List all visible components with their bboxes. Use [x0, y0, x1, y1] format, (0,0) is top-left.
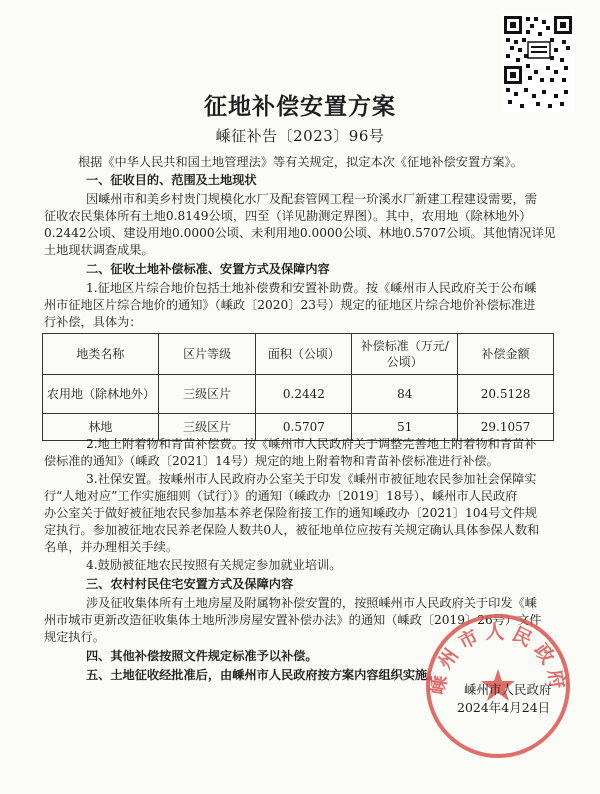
section-1-line: 土地现状调查成果。 — [44, 243, 154, 257]
intro-paragraph: 根据《中华人民共和国土地管理法》等有关规定，拟定本次《征地补偿安置方案》。 — [78, 155, 523, 169]
seal-text: 嵊州市人民政府 — [426, 621, 570, 697]
table-cell: 0.2442 — [256, 375, 352, 414]
table-cell: 20.5128 — [458, 375, 554, 414]
section-3-line: 涉及征收集体所有土地房屋及附属物补偿安置的，按照嵊州市人民政府关于印发《嵊 — [86, 596, 537, 610]
table-cell: 51 — [352, 414, 458, 441]
section-1-line: 0.2442公顷、建设用地0.0000公顷、未利用地0.0000公顷、林地0.5707公顷。其他情况详见 — [44, 226, 556, 240]
table-header-row — [43, 334, 554, 375]
section-2-item-1-line: 1.征地区片综合地价包括土地补偿费和安置补助费。按《嵊州市人民政府关于公布嵊 — [86, 281, 537, 295]
table-cell: 0.5707 — [256, 414, 352, 441]
section-2-item-3-line: 名单，并办理相关手续。 — [44, 540, 179, 554]
document-number: 嵊征补告〔2023〕96号 — [215, 127, 385, 145]
section-3-heading: 三、农村村民住宅安置方式及保障内容 — [86, 577, 294, 591]
table-cell: 三级区片 — [158, 414, 256, 441]
section-1-line: 因嵊州市和美乡村贵门规模化水厂及配套管网工程一玠溪水厂新建工程建设需要，需 — [86, 192, 537, 206]
signing-organization: 嵊州市人民政府 — [464, 682, 552, 697]
section-2-item-1-line: 州市征地区片综合地价的通知》（嵊政〔2020〕23号）规定的征地区片综合地价补偿标准进 — [44, 298, 536, 312]
section-2-heading: 二、征收土地补偿标准、安置方式及保障内容 — [86, 262, 330, 276]
section-2-item-3-line: 3.社保安置。按嵊州市人民政府办公室关于印发《嵊州市被征地农民参加社会保障实 — [86, 472, 537, 486]
section-2-item-3-line: 定执行。参加被征地农民养老保险人数共0人，被征地单位应按有关规定确认具体参保人数和 — [44, 523, 540, 537]
table-cell: 29.1057 — [458, 414, 554, 441]
section-4: 四、其他补偿按照文件规定标准予以补偿。 — [86, 649, 318, 663]
table-cell: 84 — [352, 375, 458, 414]
section-2-item-3-line: 办公室关于做好被征地农民参加基本养老保险衔接工作的通知嵊政办〔2021〕104号文件规 — [44, 506, 538, 520]
section-5: 五、土地征收经批准后，由嵊州市人民政府按方案内容组织实施。 — [86, 668, 440, 682]
compensation-table — [42, 333, 554, 441]
table-row — [43, 375, 554, 414]
section-2-item-2-line: 2.地上附着物和青苗补偿费。按《嵊州市人民政府关于调整完善地上附着物和青苗补 — [86, 437, 537, 451]
section-2-item-1-line: 行补偿，具体为： — [44, 315, 142, 329]
table-cell: 农用地（除林地外） — [43, 375, 159, 414]
section-2-item-4: 4.鼓励被征地农民按照有关规定参加就业培训。 — [86, 558, 342, 572]
section-2-item-2-line: 偿标准的通知》（嵊政〔2021〕14号）规定的地上附着物和青苗补偿标准进行补偿。 — [44, 454, 499, 468]
section-1-line: 征收农民集体所有土地0.8149公顷，四至（详见勘测定界图）。其中，农用地（除林地外） — [44, 209, 532, 223]
table-cell: 林地 — [43, 414, 159, 441]
page-title: 征地补偿安置方案 — [204, 94, 396, 120]
table-header: 补偿金额 — [458, 334, 554, 375]
section-3-line: 州市城市更新改造征收集体土地所涉房屋安置补偿办法》的通知（嵊政〔2019〕26号）文件 — [44, 613, 542, 627]
table-header: 地类名称 — [43, 334, 159, 375]
section-1-heading: 一、征收目的、范围及土地现状 — [86, 173, 257, 187]
table-header: 面积（公顷） — [256, 334, 352, 375]
table-header: 区片等级 — [158, 334, 256, 375]
signing-date: 2024年4月24日 — [457, 700, 551, 715]
section-2-item-3-line: 行“人地对应”工作实施细则（试行）》的通知（嵊政办〔2019〕18号）、嵊州市人民政府 — [44, 489, 518, 503]
section-3-line: 规定执行。 — [44, 630, 105, 644]
table-header: 补偿标准（万元/公顷） — [352, 334, 458, 375]
table-cell: 三级区片 — [158, 375, 256, 414]
